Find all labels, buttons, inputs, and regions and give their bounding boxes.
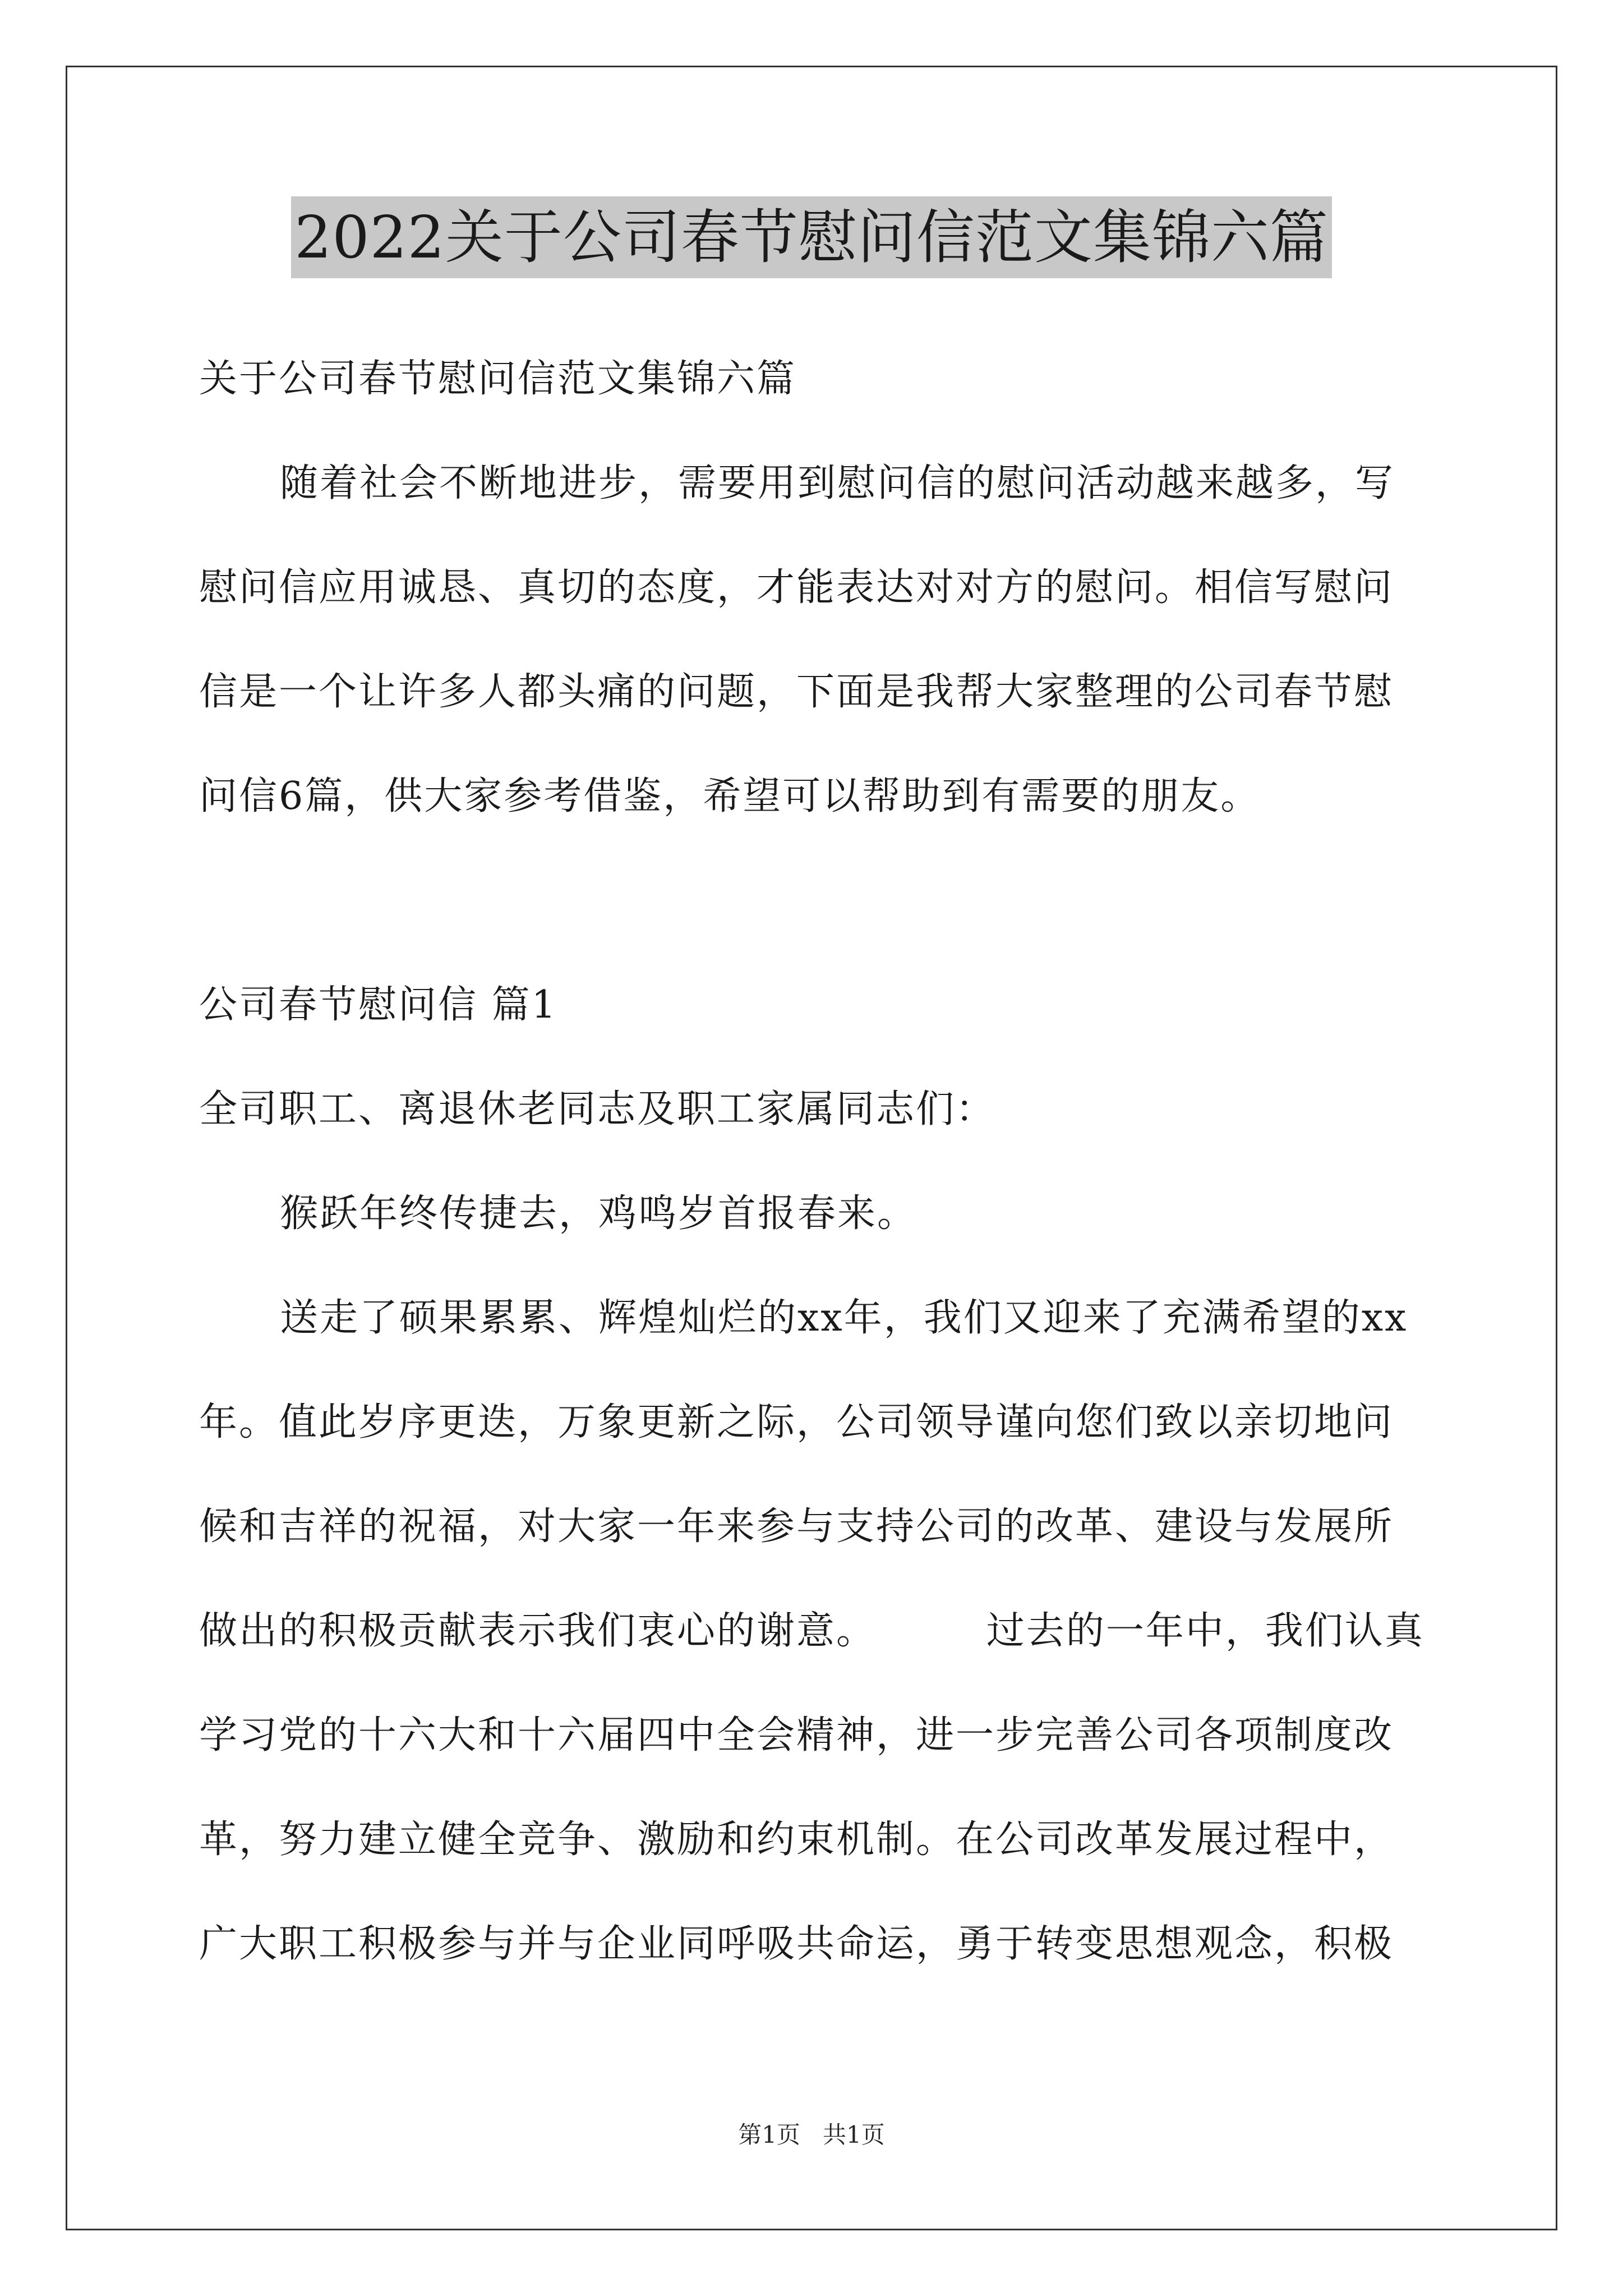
document-title: 2022关于公司春节慰问信范文集锦六篇 — [291, 196, 1332, 278]
paragraph-line: 随着社会不断地进步，需要用到慰问信的慰问活动越来越多，写 — [280, 461, 1395, 505]
section-heading: 公司春节慰问信 篇1 — [199, 983, 557, 1027]
paragraph-line: 做出的积极贡献表示我们衷心的谢意。 过去的一年中，我们认真 — [199, 1609, 1424, 1653]
subtitle-line: 关于公司春节慰问信范文集锦六篇 — [199, 357, 797, 401]
paragraph-line: 慰问信应用诚恳、真切的态度，才能表达对对方的慰问。相信写慰问 — [199, 565, 1394, 610]
paragraph-line: 广大职工积极参与并与企业同呼吸共命运，勇于转变思想观念，积极 — [199, 1922, 1394, 1966]
title-container — [0, 196, 1623, 278]
paragraph-line: 信是一个让许多人都头痛的问题，下面是我帮大家整理的公司春节慰 — [199, 670, 1394, 714]
paragraph-line: 年。值此岁序更迭，万象更新之际，公司领导谨向您们致以亲切地问 — [199, 1400, 1394, 1444]
paragraph-line: 革，努力建立健全竞争、激励和约束机制。在公司改革发展过程中， — [199, 1818, 1394, 1862]
paragraph-line: 猴跃年终传捷去，鸡鸣岁首报春来。 — [280, 1191, 917, 1236]
salutation-line: 全司职工、离退休老同志及职工家属同志们： — [199, 1087, 996, 1131]
page-footer: 第1页 共1页 — [738, 2121, 885, 2148]
paragraph-line: 学习党的十六大和十六届四中全会精神，进一步完善公司各项制度改 — [199, 1713, 1394, 1757]
paragraph-line: 候和吉祥的祝福，对大家一年来参与支持公司的改革、建设与发展所 — [199, 1504, 1394, 1549]
paragraph-line: 送走了硕果累累、辉煌灿烂的xx年，我们又迎来了充满希望的xx — [280, 1296, 1408, 1340]
paragraph-line: 问信6篇，供大家参考借鉴，希望可以帮助到有需要的朋友。 — [199, 774, 1261, 818]
